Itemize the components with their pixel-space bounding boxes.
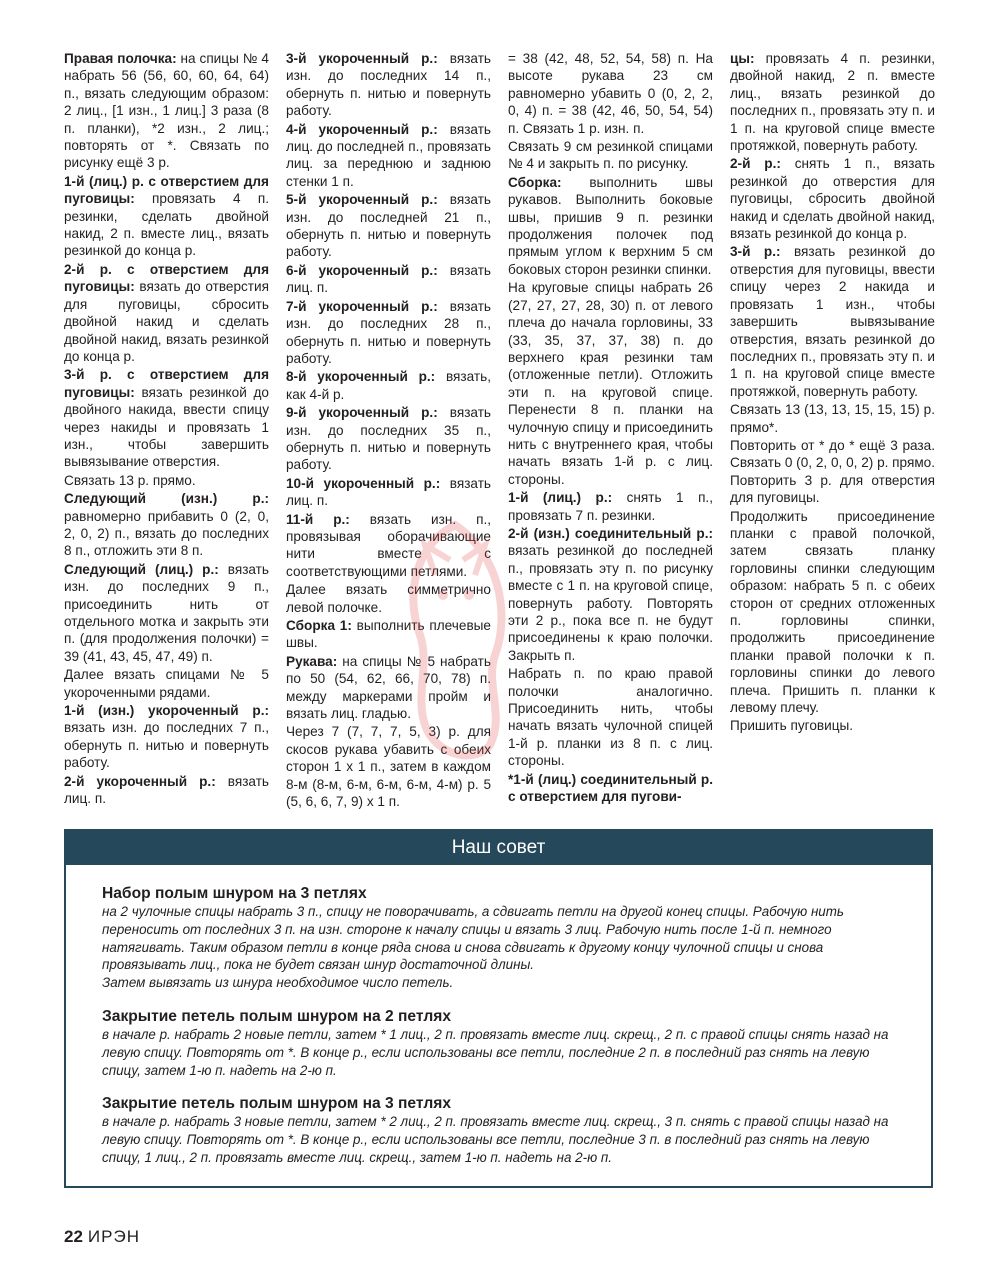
paragraph-lead: 3-й укороченный р.: [286,51,438,66]
paragraph-text: на спицы № 5 набрать по 50 (54, 62, 66, 70, 78) п. между маркерами пройм и вязать лиц. гладью. [286,653,491,722]
paragraph-text: Далее вязать симметрично левой полочке. [286,582,491,615]
paragraph-text: снять 1 п., вязать резинкой до отверстия для пуговицы, сбросить двойной накид и сделать двойной накид, вязать резинкой до конца р. [730,156,935,242]
tip-text: на 2 чулочные спицы набрать 3 п., спицу не поворачивать, а сдвигать петли на другой конец спицы. Рабочую нить переносить от последних 3 п. на изн. стороне к началу спицы и вязать 3 лиц. Рабочую нить после 1-й п. немного натягивать. Таким образом петли в конце ряда снова и снова сдвигать к другому концу чулочной спицы и снова провязывать лиц., пока не будет связан шнур достаточной длины. [102,904,844,973]
paragraph-lead: 1-й (лиц.) р.: [508,490,613,506]
paragraph-lead: 10-й укороченный р.: [286,475,441,491]
paragraph-text: вязать, как 4-й р. [286,369,491,402]
paragraph-text: Через 7 (7, 7, 7, 5, 3) р. для скосов рукава убавить с обеих сторон 1 х 1 п., затем в каждом 8-м (8-м, 6-м, 6-м, 6-м, 4-м) р. 5 (5, 6, 6, 7, 9) х 1 п. [286,724,491,810]
paragraph-lead: *1-й (лиц.) соединительный р. с отверстием для пугови- [508,771,713,805]
tip-box [64,829,933,1188]
text-column-4 [730,50,935,736]
tip-title: Закрытие петель полым шнуром на 2 петлях [102,1007,452,1025]
paragraph-lead: Сборка 1: [286,618,352,633]
paragraph-text: равномерно прибавить 0 (2, 0, 2, 0, 2) п., вязать до последних 8 п., отложить эти 8 п. [64,508,269,559]
paragraph-text: Далее вязать спицами № 5 укороченными рядами. [64,667,269,700]
paragraph [64,702,269,772]
paragraph [730,50,935,154]
paragraph [508,174,713,278]
tip-title: Закрытие петель полым шнуром на 3 петлях [102,1095,452,1113]
paragraph-text: выполнить плечевые швы. [286,618,491,651]
paragraph-lead: Следующий (лиц.) р.: [64,561,219,577]
paragraph-lead: 5-й укороченный р.: [286,192,438,208]
paragraph [286,298,491,368]
paragraph-text: Пришить пуговицы. [730,718,854,734]
paragraph-lead: 4-й укороченный р.: [286,121,438,137]
paragraph-text: вязать резинкой до двойного накида, ввести спицу через накиды и провязать 1 изн., чтобы завершить вывязывание отверстия. [64,384,269,470]
paragraph-lead: 6-й укороченный р.: [286,262,438,278]
paragraph-text: вязать лиц. п. [64,773,270,807]
paragraph-lead: 1-й (изн.) укороченный р.: [64,703,269,719]
paragraph-text: На круговые спицы набрать 26 (27, 27, 27, 28, 30) п. от левого плеча до начала горловины, 33 (33, 35, 37, 37, 38) п. до верхнего края резинки там (отложенные петли). Отложить эти п. на круговой спице. Перенести 8 п. планки на чулочную спицу и присоединить нить с внутреннего края, чтобы начать вязать 1-й р. с лиц. стороны. [508,280,713,487]
paragraph [730,508,935,717]
paragraph [286,262,491,297]
paragraph [286,191,491,261]
paragraph-text: вязать резинкой до отверстия для пуговицы, ввести спицу через 2 накида и провязать 1 изн., чтобы завершить вывязывание отверстия, вязать резинкой до последних п., провязать эту п. и 1 п. на круговой спице вместе протяжкой, повернуть работу. [730,244,936,399]
paragraph-lead: 1-й (лиц.) р. с отверстием для пуговицы: [64,173,269,207]
tip-section [102,885,897,992]
paragraph [730,401,935,436]
page-footer [64,1227,140,1247]
magazine-name: ИРЭН [87,1227,140,1246]
tip-text-extra: Затем вывязать из шнура необходимое число петель. [102,975,454,991]
paragraph-text: Повторить от * до * ещё 3 раза. Связать 0 (0, 2, 0, 0, 2) р. прямо. Повторить 3 р. для отверстия для пуговицы. [730,437,935,506]
text-column-1 [64,50,269,808]
paragraph-lead: Следующий (изн.) р.: [64,491,269,507]
paragraph-text: снять 1 п., провязать 7 п. резинки. [508,490,713,523]
page-number: 22 [64,1227,83,1246]
paragraph [64,561,269,665]
tip-heading: Наш совет [66,831,931,865]
paragraph-text: вязать изн. п., провязывая оборачивающие нити вместе с соответствующими петлями. [286,511,492,579]
cat-watermark-icon [395,515,515,775]
paragraph-text: вязать изн. до последней 21 п., обернуть п. нитью и повернуть работу. [286,192,492,260]
paragraph-lead: 2-й р.: [730,156,781,172]
paragraph [508,279,713,488]
paragraph [508,771,713,806]
tip-body [66,865,931,1167]
paragraph [508,138,713,173]
paragraph-text: вязать изн. до последних 35 п., обернуть п. нитью и повернуть работу. [286,405,492,473]
paragraph-text: вязать изн. до последних 28 п., обернуть п. нитью и повернуть работу. [286,298,492,366]
paragraph-text: вязать до отверстия для пуговицы, сбросить двойной накид и сделать двойной накид, вязать резинкой до конца р. [64,279,269,364]
paragraph-lead: 3-й р. с отверстием для пуговицы: [64,367,269,400]
paragraph [730,155,935,242]
paragraph [286,475,491,510]
paragraph-text: провязать 4 п. резинки, двойной накид, 2 п. вместе лиц., вязать резинкой до последних п., провязать эту п. и 1 п. на круговой спице вместе протяжкой, повернуть работу. [730,51,935,154]
paragraph-text: Связать 13 р. прямо. [64,472,196,488]
paragraph [730,717,935,734]
tip-section [102,1095,897,1166]
paragraph-lead: 7-й укороченный р.: [286,298,438,314]
paragraph-lead: 2-й укороченный р.: [64,773,216,789]
paragraph-text: Связать 9 см резинкой спицами № 4 и закрыть п. по рисунку. [508,139,713,172]
paragraph [508,525,713,664]
paragraph [286,404,491,474]
paragraph [730,437,935,507]
paragraph [286,368,491,403]
paragraph [64,366,269,470]
paragraph-text: вязать резинкой до последней п., провязать эту п. по рисунку вместе с 1 п. на круговой спице, повернуть работу. Повторять эти 2 р., пока все п. не будут присоединены к краю полочки. Закрыть п. [508,543,713,663]
paragraph-lead: 8-й укороченный р.: [286,369,436,385]
paragraph-lead: Сборка: [508,174,562,190]
paragraph-text: вязать лиц. п. [286,262,492,296]
paragraph [64,773,269,808]
paragraph-text: = 38 (42, 48, 52, 54, 58) п. На высоте рукава 23 см равномерно убавить 0 (0, 2, 2, 0, 4) п. = 38 (42, 46, 50, 54, 54) п. Связать 1 р. изн. п. [508,51,713,136]
paragraph [64,472,269,489]
text-column-3 [508,50,713,806]
paragraph [64,261,269,365]
paragraph [286,121,491,191]
paragraph-text: вязать изн. до последних 9 п., присоединить нить от отдельного мотка и закрыть эти п. (для продолжения полочки) = 39 (41, 43, 45, 47, 49) п. [64,561,269,664]
paragraph-lead: 9-й укороченный р.: [286,405,438,421]
paragraph-text: вязать лиц. до последней п., провязать лиц. за переднюю и заднюю стенки 1 п. [286,121,492,189]
paragraph [64,173,269,260]
paragraph-lead: Правая полочка: [64,51,177,66]
paragraph [508,665,713,769]
paragraph-lead: цы: [730,51,755,66]
paragraph-lead: 11-й р.: [286,511,350,527]
tip-text: в начале р. набрать 3 новые петли, затем * 2 лиц., 2 п. провязать вместе лиц. скрещ., 3 п. снять с правой спицы назад на левую спицу. Повторять от *. В конце р., если использованы все петли, последние 3 п. в последний раз снять на левую спицу, 1 лиц., 2 п. провязать вместе лиц. скрещ., затем 1-ю п. надеть на 2-ю п. [102,1114,889,1165]
paragraph-lead: Рукава: [286,653,338,669]
paragraph-lead: 2-й (изн.) соединительный р.: [508,525,713,541]
paragraph-text: Продолжить присоединение планки с правой полочкой, затем связать планку горловины спинки следующим образом: набрать 5 п. с обеих сторон от средних отложенных п. горловины спинки, продолжить присоединение планки правой полочки к п. горловины спинки до левого плеча. Пришить п. планки к левому плечу. [730,508,935,716]
paragraph-text: вязать изн. до последних 7 п., обернуть п. нитью и повернуть работу. [64,720,269,771]
paragraph-text: на спицы № 4 набрать 56 (56, 60, 60, 64, 64) п., вязать следующим образом: 2 лиц., [1 изн., 1 лиц.] 3 раза (8 п. планки), *2 изн., 2 лиц.; повторять от *. Связать по рисунку ещё 3 р. [64,51,269,171]
paragraph-lead: 2-й р. с отверстием для пуговицы: [64,261,269,295]
paragraph [64,666,269,701]
paragraph-text: выполнить швы рукавов. Выполнить боковые швы, пришив 9 п. резинки продолжения полочек под прямым углом к верхним 5 см боковых сторон резинки спинки. [508,174,713,277]
paragraph [508,50,713,137]
paragraph [508,489,713,524]
paragraph-text: провязать 4 п. резинки, сделать двойной накид, 2 п. вместе лиц., вязать резинкой до конца р. [64,191,269,259]
paragraph-lead: 3-й р.: [730,244,781,260]
tip-text: в начале р. набрать 2 новые петли, затем * 1 лиц., 2 п. провязать вместе лиц. скрещ., 2 п. с правой спицы снять назад на левую спицу. Повторять от *. В конце р., если использованы все петли, последние 2 п. в последний раз снять на левую спицу, затем 1-ю п. надеть на 2-ю п. [102,1026,889,1078]
paragraph [64,490,269,560]
paragraph [286,50,491,120]
paragraph-text: вязать изн. до последних 14 п., обернуть п. нитью и повернуть работу. [286,51,492,119]
paragraph [64,50,269,172]
paragraph-text: Набрать п. по краю правой полочки аналогично. Присоединить нить, чтобы начать вязать чулочной спицей 1-й р. планки из 8 п. с лиц. стороны. [508,666,713,769]
paragraph [730,243,935,400]
tip-section [102,1008,897,1079]
paragraph-text: вязать лиц. п. [286,475,491,509]
paragraph-text: Связать 13 (13, 13, 15, 15, 15) р. прямо*. [730,402,935,435]
tip-title: Набор полым шнуром на 3 петлях [102,885,367,902]
